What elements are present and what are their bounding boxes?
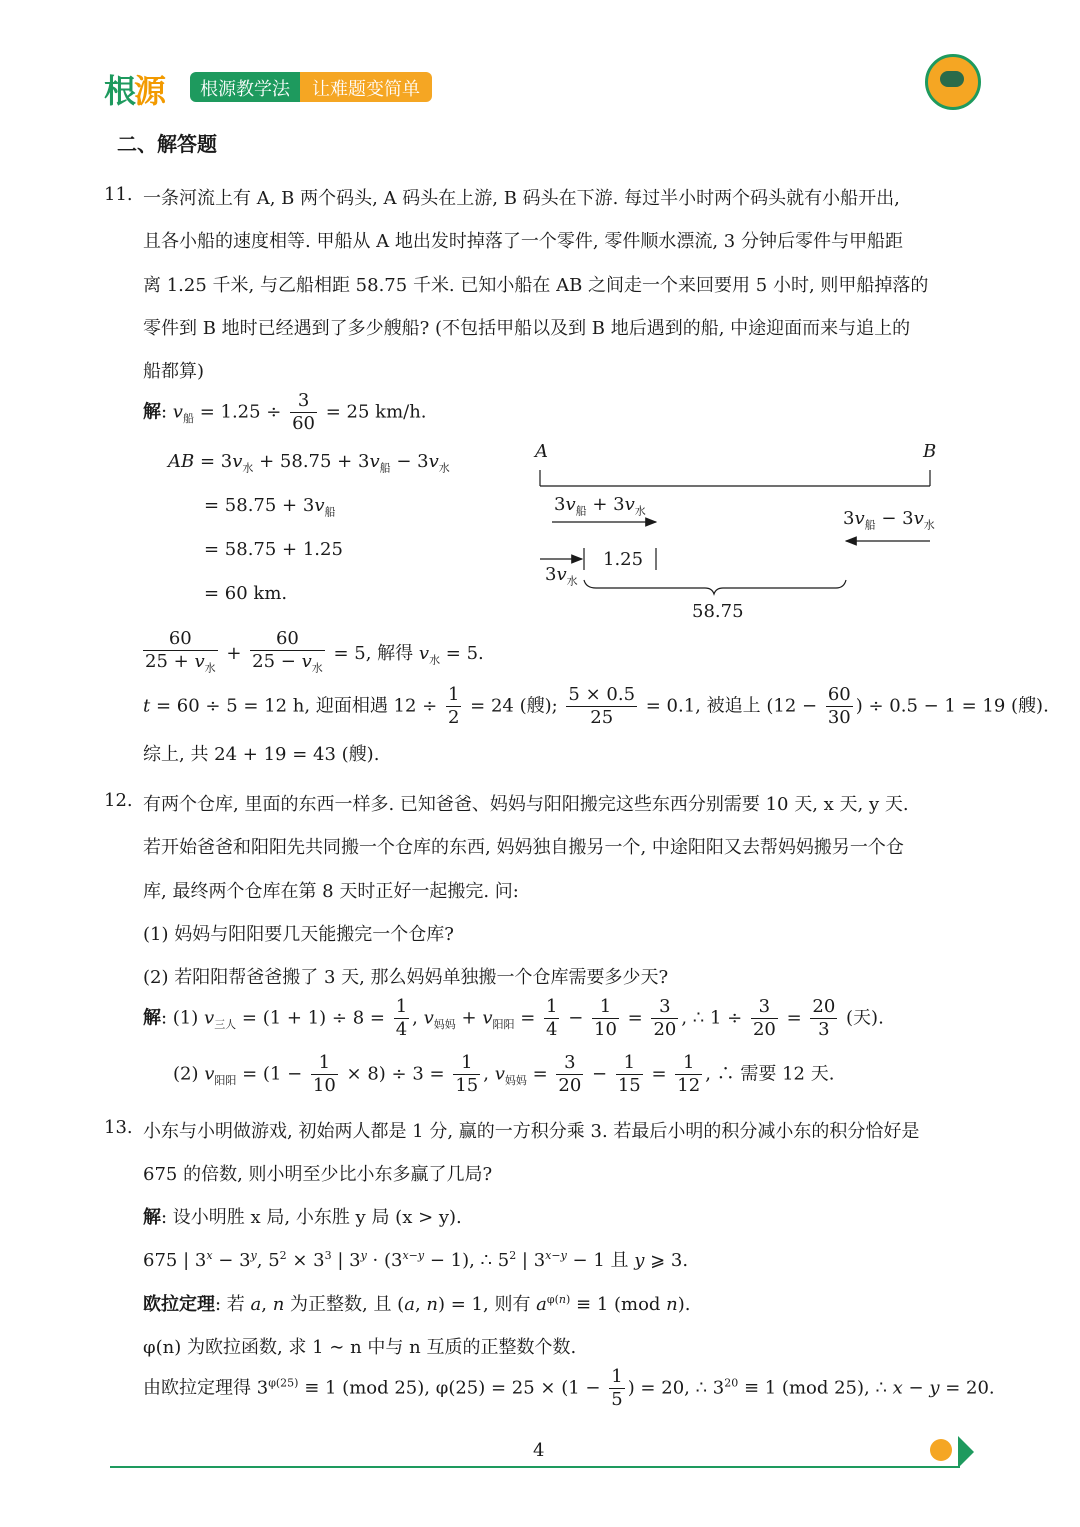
section-title: 二、解答题 xyxy=(117,132,217,156)
q11-final: 综上, 共 24 + 19 = 43 (艘). xyxy=(143,744,380,765)
question-number: 13. xyxy=(104,1117,133,1138)
q12-line-2: 若开始爸爸和阳阳先共同搬一个仓库的东西, 妈妈独自搬另一个, 中途阳阳又去帮妈妈搬另一个仓 xyxy=(143,837,904,858)
point-b-label: B xyxy=(923,441,937,462)
q11-ab-eq-1: AB = $3v_水 + 58.75 + 3v_船 - 3v_水$ xyxy=(168,451,450,475)
q13-line-2: 675 的倍数, 则小明至少比小东多赢了几局? xyxy=(143,1164,493,1185)
q12-solution-1: 解: (1) $v_{三人} = (1 + 1) \div 8$ = $\frac{1}{4}$ , $v_{妈妈} + v_{阳阳}$ = $\frac{1}{4}$ − $\frac{1}{10}$ = $\frac{3}{20}$ , ∴ 1 ÷ $\frac{3}{20}$ = $\frac{20}{3}$ (天). xyxy=(143,996,884,1040)
q11-line-3: 离 1.25 千米, 与乙船相距 58.75 千米. 已知小船在 AB 之间走一个来回要用 5 小时, 则甲船掉落的 xyxy=(143,275,929,296)
q11-count-eq: t = 60 ÷ 5 = 12 h, 迎面相遇 12 ÷ $\frac{1}{2}$ = 24 (艘); $\frac{5 \times 0.5}{25}$ = 0.1, 被追上 (12 − $\frac{60}{30}$ ) ÷ 0.5 − 1 = 19 (艘). xyxy=(143,684,1049,728)
q11-line-1: 一条河流上有 A, B 两个码头, A 码头在上游, B 码头在下游. 每过半小时两个码头就有小船开出, xyxy=(143,188,900,209)
q12-line-4: (1) 妈妈与阳阳要几天能搬完一个仓库? xyxy=(143,924,454,945)
q13-euler-theorem: 欧拉定理: 若 a, n 为正整数, 且 (a, n) = 1, 则有 $a^{\varphi(n)} \equiv 1$ (mod n). xyxy=(143,1293,691,1315)
tagline-method: 根源教学法 xyxy=(190,72,300,102)
brand-tagline xyxy=(190,72,432,102)
q12-line-3: 库, 最终两个仓库在第 8 天时正好一起搬完. 问: xyxy=(143,881,519,902)
q11-line-2: 且各小船的速度相等. 甲船从 A 地出发时掉落了一个零件, 零件顺水漂流, 3 分钟后零件与甲船距 xyxy=(143,231,903,252)
page-number: 4 xyxy=(533,1440,545,1461)
q12-solution-2: (2) $v_{阳阳} = (1$ − $\frac{1}{10}$ × 8) ÷ 3 = $\frac{1}{15}$ , $v_{妈妈}$ = $\frac{3}{20}$ − $\frac{1}{15}$ = $\frac{1}{12}$ , ∴ 需要 12 天. xyxy=(173,1052,835,1096)
q11-water-speed-eq: $\frac{60}{25 + v_水}$ + $\frac{60}{25 - v_水}$ = 5, 解得 $v_水 = 5$. xyxy=(145,628,484,675)
q11-solution-speed: 解: $v_船 = 1.25$ ÷ $\frac{3}{60}$ = 25 km/h. xyxy=(143,390,427,434)
q11-line-5: 船都算) xyxy=(143,361,205,382)
q13-line-1: 小东与小明做游戏, 初始两人都是 1 分, 赢的一方积分乘 3. 若最后小明的积分减小东的积分恰好是 xyxy=(143,1121,920,1142)
hand-icon xyxy=(930,1439,952,1461)
diagram-label-up: $3v_船 - 3v_水$ xyxy=(843,508,935,532)
q13-divisibility: 675 | $3^x - 3^y$, $5^2 \times 3^3$ | $3^y \cdot (3^{x-y} - 1)$, ∴ $5^2$ | $3^{x-y} - 1$ 且 y ⩾ 3. xyxy=(143,1249,689,1271)
point-a-label: A xyxy=(535,441,548,462)
diagram-label-water: $3v_水$ xyxy=(545,564,578,588)
mascot-icon xyxy=(925,54,981,110)
q12-line-1: 有两个仓库, 里面的东西一样多. 已知爸爸、妈妈与阳阳搬完这些东西分别需要 10 天, x 天, y 天. xyxy=(143,794,909,815)
diagram-label-down: $3v_船 + 3v_水$ xyxy=(554,494,646,518)
tagline-slogan: 让难题变简单 xyxy=(300,72,432,102)
q13-phi-definition: φ(n) 为欧拉函数, 求 1 ∼ n 中与 n 互质的正整数个数. xyxy=(143,1337,577,1358)
chevron-right-icon xyxy=(958,1436,974,1468)
question-number: 12. xyxy=(104,790,133,811)
q13-solution-1: 解: 设小明胜 x 局, 小东胜 y 局 (x > y). xyxy=(143,1207,462,1228)
q11-ab-eq-3: = 58.75 + 1.25 xyxy=(204,539,343,560)
q11-ab-eq-2: = $58.75 + 3v_船$ xyxy=(204,495,336,519)
diagram-distance-2: 58.75 xyxy=(692,601,744,622)
diagram-distance-1: 1.25 xyxy=(603,549,644,570)
question-number: 11. xyxy=(104,184,133,205)
brand-logo: 根源 xyxy=(104,72,165,110)
q12-line-5: (2) 若阳阳帮爸爸搬了 3 天, 那么妈妈单独搬一个仓库需要多少天? xyxy=(143,967,669,988)
q11-ab-eq-4: = 60 km. xyxy=(204,583,288,604)
q13-conclusion: 由欧拉定理得 $3^{\varphi(25)} \equiv 1$ (mod 25), φ(25) = 25 × (1 − $\frac{1}{5}$ ) = 20, ∴ $3^{20} \equiv 1$ (mod 25), ∴ x − y = 20. xyxy=(143,1366,995,1410)
q11-line-4: 零件到 B 地时已经遇到了多少艘船? (不包括甲船以及到 B 地后遇到的船, 中途迎面而来与追上的 xyxy=(143,318,911,339)
